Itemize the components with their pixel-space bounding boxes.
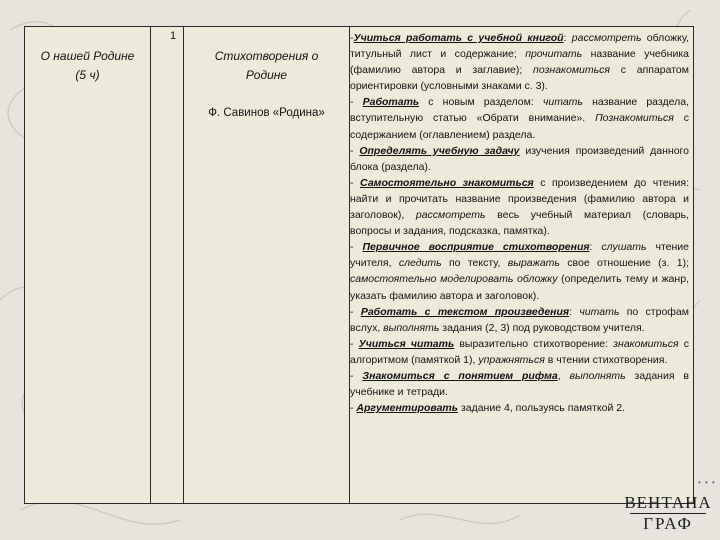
activity-verb: следить [398, 257, 442, 270]
activity-heading: Учиться читать [358, 337, 455, 350]
activity-text: по строфам вслух, [350, 305, 689, 334]
activities-cell [350, 30, 689, 416]
activity-text: с алгоритмом (памяткой 1), [350, 337, 689, 366]
activity-heading: Работать [362, 96, 420, 109]
column-divider [150, 27, 151, 503]
activity-text: - [350, 32, 354, 44]
activity-text: - [350, 369, 363, 382]
activity-text: обложку, титульный лист и содержание; [350, 32, 689, 61]
activity-heading: Самостоятельно знакомиться [360, 176, 534, 189]
row-number: 1 [169, 30, 177, 42]
activity-text: : [589, 241, 602, 254]
activity-item [350, 94, 689, 142]
activity-text: задания (2, 3) под руководством учителя. [439, 321, 645, 334]
activity-text: название раздела, вступительную статью «Обрати внимание». [350, 96, 689, 125]
activity-text: - [350, 241, 363, 254]
activity-verb: слушать [601, 241, 647, 254]
activity-text: , [557, 369, 570, 382]
activity-text: : [569, 305, 580, 318]
activity-item [350, 30, 689, 94]
activity-text: - [350, 144, 360, 157]
activity-text: - [350, 96, 363, 109]
activity-text: (определить тему и жанр, указать фамилию автора и заголовок). [350, 273, 689, 302]
topic-hours: (5 ч) [75, 68, 100, 82]
activity-heading: Первичное восприятие стихотворения [362, 241, 590, 254]
activity-item [350, 368, 689, 400]
content-title-line2: Родине [245, 68, 288, 82]
activity-text: с аппаратом ориентировки (условными знаками с. 3). [350, 64, 689, 93]
activity-verb: рассмотреть [415, 209, 486, 222]
activity-verb: выполнять [383, 321, 440, 334]
topic-cell [25, 47, 150, 85]
activity-item [350, 175, 689, 239]
activity-text: по тексту, [441, 257, 508, 270]
decorative-dots: • • • [698, 478, 716, 487]
activity-text: весь учебный материал (словарь, вопросы и задания, подсказка, памятка). [350, 209, 690, 238]
activity-text: название учебника (фамилию автора и заглавие); [350, 48, 689, 77]
lesson-plan-table [24, 26, 694, 504]
activity-text: : [563, 32, 572, 44]
activity-heading: Учиться работать с учебной книгой [353, 32, 564, 44]
topic-title: О нашей Родине [40, 49, 135, 63]
activity-verb: упражняться [478, 353, 545, 366]
content-title-line1: Стихотворения о [214, 49, 319, 63]
activity-text: с произведением до чтения: найти и прочитать название произведения (фамилию автора и заголовок), [350, 176, 689, 222]
activity-verb: рассмотреть [571, 32, 642, 44]
activity-text: изучения произведений данного блока (раздела). [350, 144, 689, 173]
activity-heading: Работать с текстом произведения [360, 305, 570, 318]
logo-line2: ГРАФ [643, 514, 693, 533]
activity-item [350, 336, 689, 368]
activity-verb: читать [579, 305, 620, 318]
activity-verb: читать [542, 96, 583, 109]
publisher-logo [620, 494, 716, 538]
activity-text: чтение учителя, [350, 241, 689, 270]
activity-text: с новым разделом: [419, 96, 543, 109]
activity-item [350, 304, 689, 336]
activity-heading: Аргументировать [356, 402, 459, 415]
activity-text: - [350, 305, 361, 318]
activity-verb: знакомиться [613, 337, 679, 350]
activity-text: свое отношение (з. 1); [559, 257, 689, 270]
activity-verb: выражать [507, 257, 560, 270]
activity-verb: познакомиться [533, 64, 611, 77]
activity-text: задание 4, пользуясь памяткой 2. [458, 402, 626, 415]
activity-text: - [350, 337, 359, 350]
activity-text: задания в учебнике и тетради. [350, 369, 689, 399]
activity-verb: выполнять [569, 369, 626, 382]
activity-text: с содержанием (оглавлением) раздела. [350, 112, 690, 141]
activity-item [350, 400, 689, 416]
activity-text: в чтении стихотворения. [544, 353, 668, 366]
activity-item [350, 143, 689, 175]
content-poem: Ф. Савинов «Родина» [208, 107, 325, 119]
activity-verb: самостоятельно моделировать обложку [350, 273, 558, 286]
logo-line1: ВЕНТАНА [624, 493, 712, 512]
activity-heading: Знакомиться с понятием рифма [362, 369, 558, 382]
activity-verb: Познакомиться [595, 112, 674, 125]
activity-text: выразительно стихотворение: [454, 337, 614, 350]
content-cell [184, 47, 349, 119]
activity-heading: Определять учебную задачу [359, 144, 520, 157]
activity-verb: прочитать [525, 48, 583, 61]
activity-text: - [350, 176, 360, 189]
activity-item [350, 239, 689, 303]
activity-text: - [350, 402, 357, 415]
